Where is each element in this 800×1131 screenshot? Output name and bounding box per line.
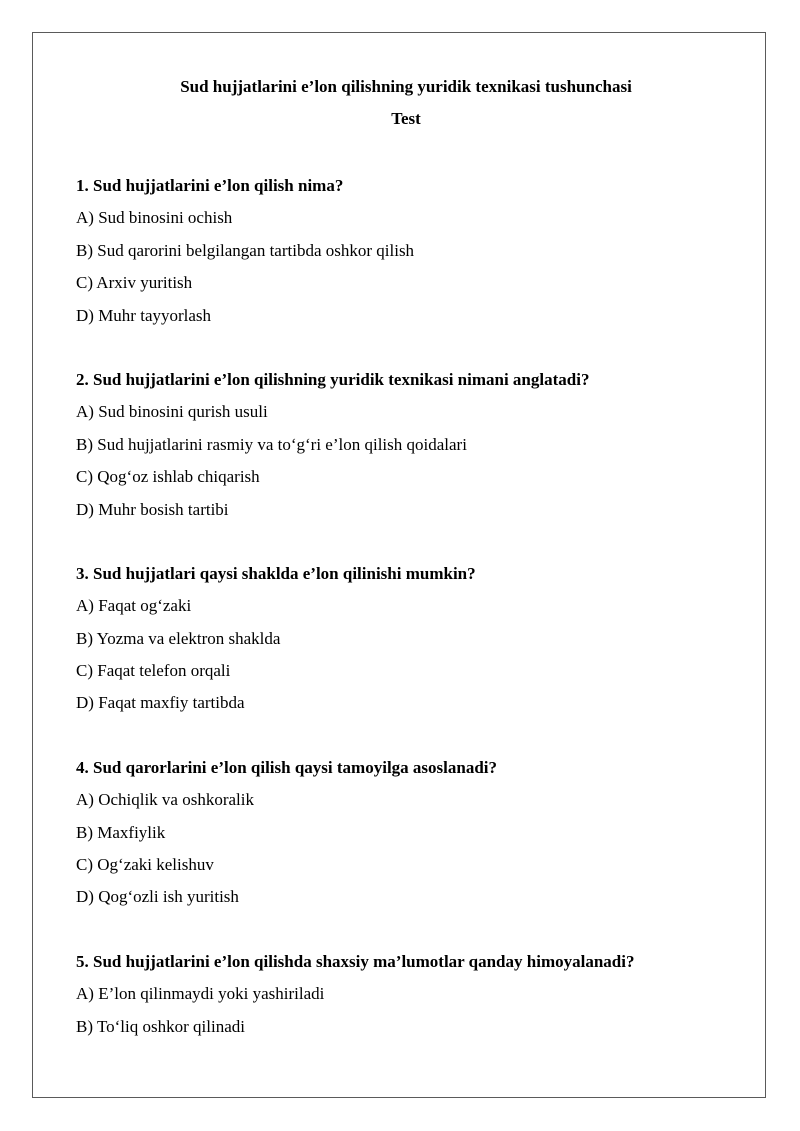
answer-option-b: B) To‘liq oshkor qilinadi <box>76 1016 245 1036</box>
question-text: 3. Sud hujjatlari qaysi shaklda e’lon qilinishi mumkin? <box>76 563 476 583</box>
answer-option-a: A) Sud binosini ochish <box>76 208 233 228</box>
answer-option-d: D) Faqat maxfiy tartibda <box>76 693 245 713</box>
question-4 <box>76 752 736 914</box>
document-subtitle: Test <box>391 109 421 128</box>
answer-option-d: D) Qog‘ozli ish yuritish <box>76 887 239 907</box>
answer-option-c: C) Faqat telefon orqali <box>76 661 231 681</box>
question-3 <box>76 558 736 720</box>
document-body <box>76 74 736 1075</box>
answer-option-a: A) Faqat og‘zaki <box>76 596 192 616</box>
answer-option-a: A) Sud binosini qurish usuli <box>76 402 268 422</box>
answer-option-d: D) Muhr tayyorlash <box>76 305 212 325</box>
answer-option-c: C) Og‘zaki kelishuv <box>76 855 214 875</box>
question-text: 4. Sud qarorlarini e’lon qilish qaysi tamoyilga asoslanadi? <box>76 757 497 777</box>
answer-option-b: B) Sud qarorini belgilangan tartibda oshkor qilish <box>76 240 415 260</box>
question-text: 2. Sud hujjatlarini e’lon qilishning yuridik texnikasi nimani anglatadi? <box>76 369 590 389</box>
answer-option-c: C) Arxiv yuritish <box>76 273 193 293</box>
question-text: 1. Sud hujjatlarini e’lon qilish nima? <box>76 176 344 195</box>
answer-option-b: B) Maxfiylik <box>76 822 166 842</box>
answer-option-b: B) Sud hujjatlarini rasmiy va to‘g‘ri e’lon qilish qoidalari <box>76 434 467 454</box>
document-title: Sud hujjatlarini e’lon qilishning yuridik texnikasi tushunchasi <box>180 77 632 96</box>
answer-option-a: A) Ochiqlik va oshkoralik <box>76 790 254 810</box>
question-text: 5. Sud hujjatlarini e’lon qilishda shaxsiy ma’lumotlar qanday himoyalanadi? <box>76 951 635 971</box>
question-5 <box>76 946 736 1043</box>
question-1 <box>76 170 736 332</box>
answer-option-d: D) Muhr bosish tartibi <box>76 499 229 519</box>
question-list <box>76 170 736 1043</box>
answer-option-c: C) Qog‘oz ishlab chiqarish <box>76 467 260 487</box>
answer-option-b: B) Yozma va elektron shaklda <box>76 628 281 648</box>
question-2 <box>76 364 736 526</box>
answer-option-a: A) E’lon qilinmaydi yoki yashiriladi <box>76 984 325 1004</box>
